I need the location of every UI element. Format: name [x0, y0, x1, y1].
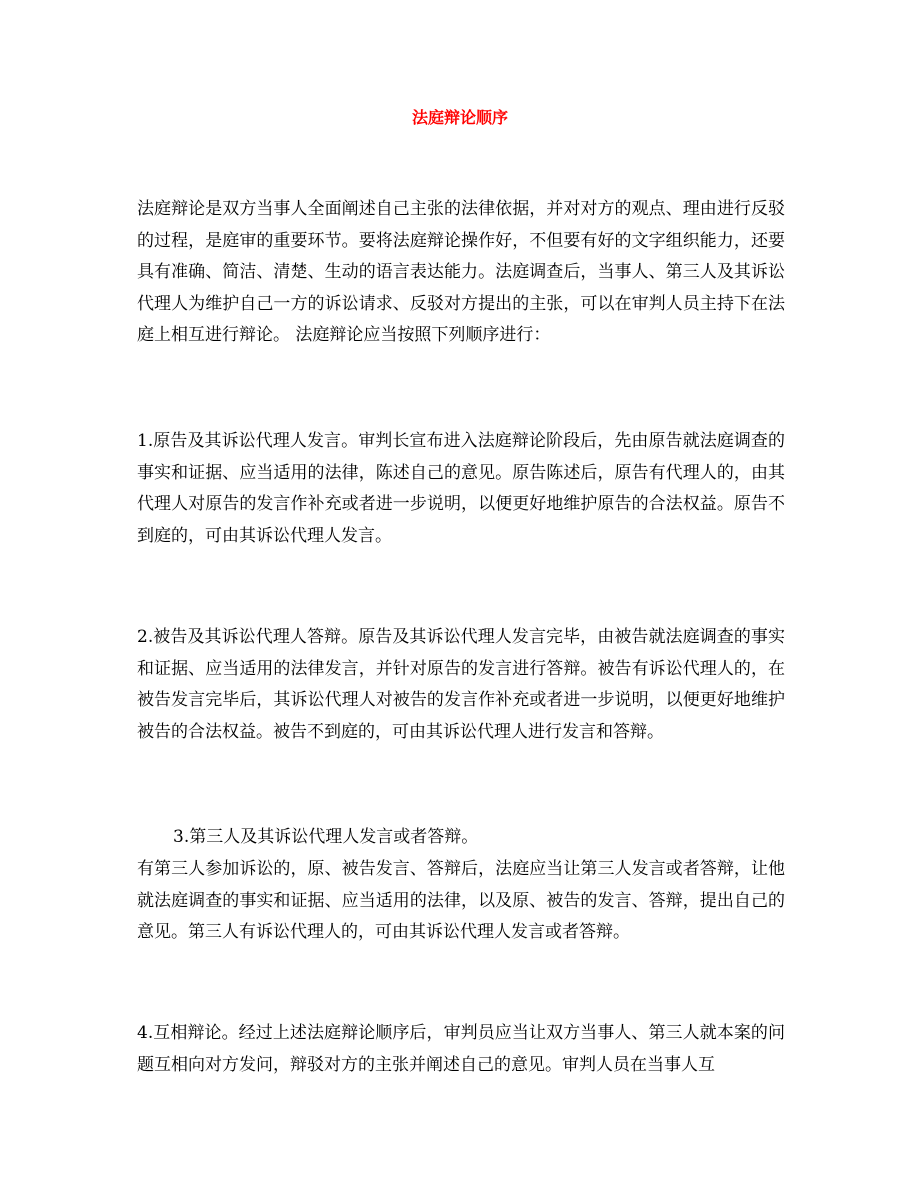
intro-paragraph: 法庭辩论是双方当事人全面阐述自己主张的法律依据，并对对方的观点、理由进行反驳的过程，是庭审的重要环节。要将法庭辩论操作好，不但要有好的文字组织能力，还要具有准确、简洁、清楚、生动的语言表达能力。法庭调查后，当事人、第三人及其诉讼代理人为维护自己一方的诉讼请求、反驳对方提出的主张，可以在审判人员主持下在法庭上相互进行辩论。 法庭辩论应当按照下列顺序进行： [137, 199, 785, 345]
section-3-paragraph: 有第三人参加诉讼的，原、被告发言、答辩后，法庭应当让第三人发言或者答辩，让他就法庭调查的事实和证据、应当适用的法律，以及原、被告的发言、答辩，提出自己的意见。第三人有诉讼代理人的，可由其诉讼代理人发言或者答辩。 [137, 859, 785, 942]
section-4-paragraph: 4.互相辩论。经过上述法庭辩论顺序后，审判员应当让双方当事人、第三人就本案的问题互相向对方发问，辩驳对方的主张并阐述自己的意见。审判人员在当事人互 [137, 1023, 785, 1075]
section-2-paragraph: 2.被告及其诉讼代理人答辩。原告及其诉讼代理人发言完毕，由被告就法庭调查的事实和证据、应当适用的法律发言，并针对原告的发言进行答辩。被告有诉讼代理人的，在被告发言完毕后，其诉讼代理人对被告的发言作补充或者进一步说明，以便更好地维护被告的合法权益。被告不到庭的，可由其诉讼代理人进行发言和答辩。 [137, 627, 785, 742]
document-title: 法庭辩论顺序 [411, 108, 508, 127]
section-3-heading: 3.第三人及其诉讼代理人发言或者答辩。 [173, 827, 479, 847]
section-1-paragraph: 1.原告及其诉讼代理人发言。审判长宣布进入法庭辩论阶段后，先由原告就法庭调查的事实和证据、应当适用的法律，陈述自己的意见。原告陈述后，原告有代理人的，由其代理人对原告的发言作补充或者进一步说明，以便更好地维护原告的合法权益。原告不到庭的，可由其诉讼代理人发言。 [137, 431, 785, 546]
